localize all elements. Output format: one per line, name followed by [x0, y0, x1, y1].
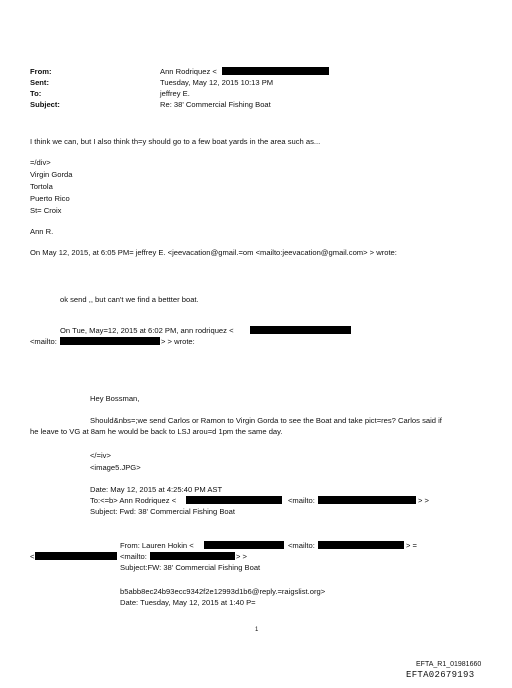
to-label: To: — [30, 89, 42, 98]
forward-to-mailto: <mailto: — [288, 496, 315, 505]
from-label: From: — [30, 67, 52, 76]
inner-from-end: > = — [406, 541, 417, 550]
to-value: jeffrey E. — [160, 89, 190, 98]
forward-date: Date: May 12, 2015 at 4:25:40 PM AST — [90, 485, 223, 494]
list-item: Tortola — [30, 182, 53, 191]
redaction-block — [186, 496, 282, 504]
redaction-block — [318, 541, 404, 549]
signature: Ann R. — [30, 227, 54, 236]
paragraph-line: Should&nbs=;we send Carlos or Ramon to Virgin Gorda to see the Boat and take pict=res? Carlos said if — [90, 416, 442, 425]
redaction-block — [35, 552, 117, 560]
greeting: Hey Bossman, — [90, 394, 140, 403]
quote2-mailto: <mailto: — [30, 337, 57, 346]
inner-date: Date: Tuesday, May 12, 2015 at 1:40 P= — [120, 598, 256, 607]
redaction-block — [250, 326, 351, 334]
from-value: Ann Rodriquez < — [160, 67, 217, 76]
list-item: =/div> — [30, 158, 51, 167]
inner-line2-mailto: <mailto: — [120, 552, 147, 561]
document-id-large: EFTA02679193 — [406, 670, 475, 680]
inner-subject: Subject:FW: 38' Commercial Fishing Boat — [120, 563, 261, 572]
list-item: Puerto Rico — [30, 194, 70, 203]
intro-text: I think we can, but I also think th=y should go to a few boat yards in the area such as... — [30, 137, 321, 146]
subject-value: Re: 38' Commercial Fishing Boat — [160, 100, 271, 109]
redaction-block — [204, 541, 284, 549]
tag-line: <image5.JPG> — [90, 463, 141, 472]
inner-line2-start: < — [30, 552, 35, 561]
document-id-small: EFTA_R1_01981660 — [416, 661, 482, 668]
subject-label: Subject: — [30, 100, 60, 109]
quote2-header: On Tue, May=12, 2015 at 6:02 PM, ann rodriquez < — [60, 326, 234, 335]
redaction-block — [150, 552, 235, 560]
forward-to: To:<=b> Ann Rodriquez < — [90, 496, 177, 505]
forward-to-end: > > — [418, 496, 429, 505]
sent-label: Sent: — [30, 78, 49, 87]
quote1-header: On May 12, 2015, at 6:05 PM= jeffrey E. <jeevacation@gmail.=om <mailto:jeevacation@gmail.com> > wrote: — [30, 248, 397, 257]
page-number: 1 — [255, 627, 259, 633]
tag-line: </=iv> — [90, 451, 111, 460]
inner-line2-end: > > — [236, 552, 247, 561]
list-item: Virgin Gorda — [30, 170, 73, 179]
list-item: St= Croix — [30, 206, 62, 215]
paragraph-line: he leave to VG at 8am he would be back to LSJ arou=d 1pm the same day. — [30, 427, 283, 436]
inner-from: From: Lauren Hokin < — [120, 541, 194, 550]
reply-address: b5abb8ec24b93ecc9342f2e12993d1b6@reply.=raigslist.org> — [120, 587, 326, 596]
sent-value: Tuesday, May 12, 2015 10:13 PM — [160, 78, 274, 87]
redaction-block — [222, 67, 329, 75]
forward-subject: Subject: Fwd: 38' Commercial Fishing Boat — [90, 507, 235, 516]
quote1-body: ok send ,, but can't we find a bettter boat. — [60, 295, 199, 304]
redaction-block — [60, 337, 160, 345]
redaction-block — [318, 496, 416, 504]
quote2-wrote: > > wrote: — [161, 337, 195, 346]
inner-from-mailto: <mailto: — [288, 541, 315, 550]
